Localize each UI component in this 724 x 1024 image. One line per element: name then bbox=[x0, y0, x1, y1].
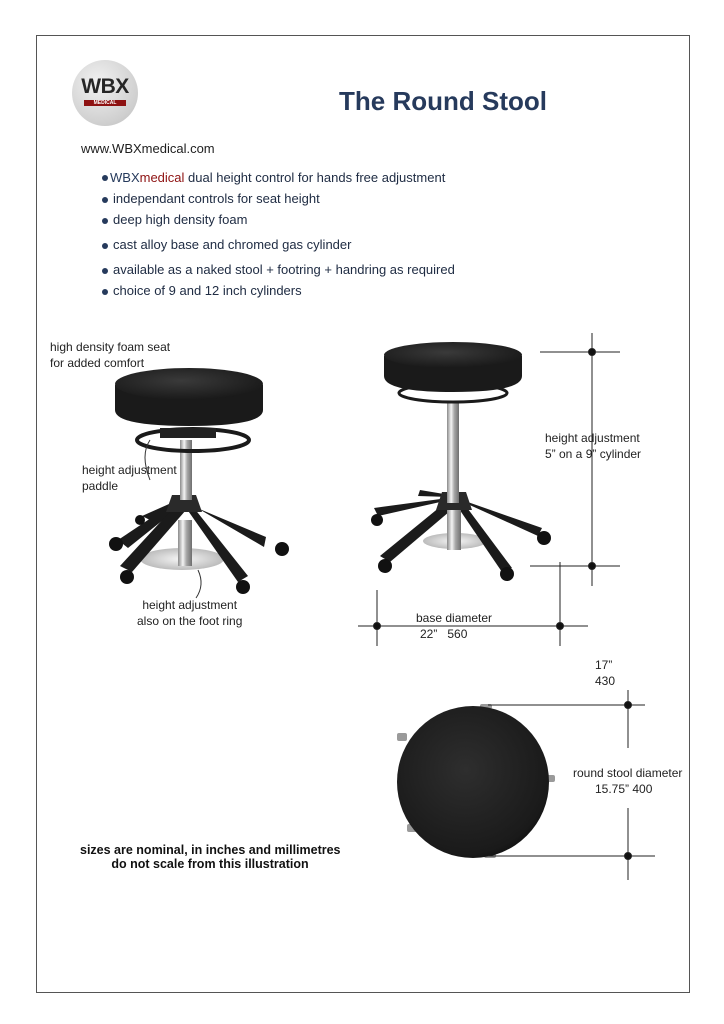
feature-item-1-text: dual height control for hands free adjustment bbox=[184, 170, 446, 185]
size-note bbox=[80, 843, 340, 871]
footring-callout-line-2: also on the foot ring bbox=[137, 614, 243, 628]
lower-cylinder bbox=[178, 520, 192, 566]
caster bbox=[120, 570, 134, 584]
seat-mechanism bbox=[160, 428, 216, 438]
brand-medical: medical bbox=[139, 170, 185, 185]
top-label-line-2: 430 bbox=[595, 674, 616, 688]
base-diameter-label bbox=[416, 610, 492, 642]
gas-cylinder bbox=[447, 403, 459, 503]
paddle-callout-line-1: height adjustment bbox=[82, 463, 177, 477]
round-label-line-2: 15.75” 400 bbox=[595, 782, 653, 796]
seat-top-circle bbox=[397, 706, 549, 858]
caster bbox=[109, 537, 123, 551]
lower-cylinder bbox=[447, 510, 461, 550]
foam-seat-callout bbox=[50, 339, 170, 371]
size-note-line-1: sizes are nominal, in inches and millimetres bbox=[80, 843, 341, 857]
foam-callout-line-1: high density foam seat bbox=[50, 340, 171, 354]
feature-item-6: choice of 9 and 12 inch cylinders bbox=[113, 283, 302, 298]
height-label-line-2: 5” on a 9” cylinder bbox=[545, 447, 642, 461]
stool-right-drawing bbox=[371, 342, 551, 581]
stool-top-view bbox=[397, 704, 555, 858]
footring-callout bbox=[137, 597, 242, 629]
caster bbox=[275, 542, 289, 556]
size-note-line-2: do not scale from this illustration bbox=[111, 857, 309, 871]
caster bbox=[378, 559, 392, 573]
caster bbox=[371, 514, 383, 526]
logo-mark: WBX bbox=[81, 75, 129, 98]
caster bbox=[537, 531, 551, 545]
brand-wbx: WBX bbox=[110, 170, 140, 185]
logo-sub: MEDICAL bbox=[93, 100, 117, 106]
seat-top bbox=[384, 342, 522, 368]
caster bbox=[500, 567, 514, 581]
footring-callout-line-1: height adjustment bbox=[142, 598, 238, 612]
feature-item-4: cast alloy base and chromed gas cylinder bbox=[113, 237, 352, 252]
seat-top bbox=[115, 368, 263, 400]
round-diameter-label bbox=[573, 765, 682, 797]
foam-callout-line-2: for added comfort bbox=[50, 356, 145, 370]
footring-arrow bbox=[196, 570, 201, 598]
caster bbox=[236, 580, 250, 594]
feature-item-2: independant controls for seat height bbox=[113, 191, 320, 206]
paddle-callout bbox=[82, 462, 177, 494]
feature-item-5: available as a naked stool + footring + handring as required bbox=[113, 262, 455, 277]
feature-item-3: deep high density foam bbox=[113, 212, 248, 227]
top-diameter-label bbox=[595, 657, 615, 689]
base-label-line-1: base diameter bbox=[416, 611, 493, 625]
website-url: www.WBXmedical.com bbox=[81, 141, 215, 156]
height-adjustment-label bbox=[545, 430, 641, 462]
height-label-line-1: height adjustment bbox=[545, 431, 640, 445]
paddle-callout-line-2: paddle bbox=[82, 479, 119, 493]
page-title: The Round Stool bbox=[339, 86, 547, 116]
caster bbox=[135, 515, 145, 525]
top-label-line-1: 17” bbox=[595, 658, 613, 672]
round-label-line-1: round stool diameter bbox=[573, 766, 683, 780]
base-label-line-2: 22” 560 bbox=[420, 627, 468, 641]
